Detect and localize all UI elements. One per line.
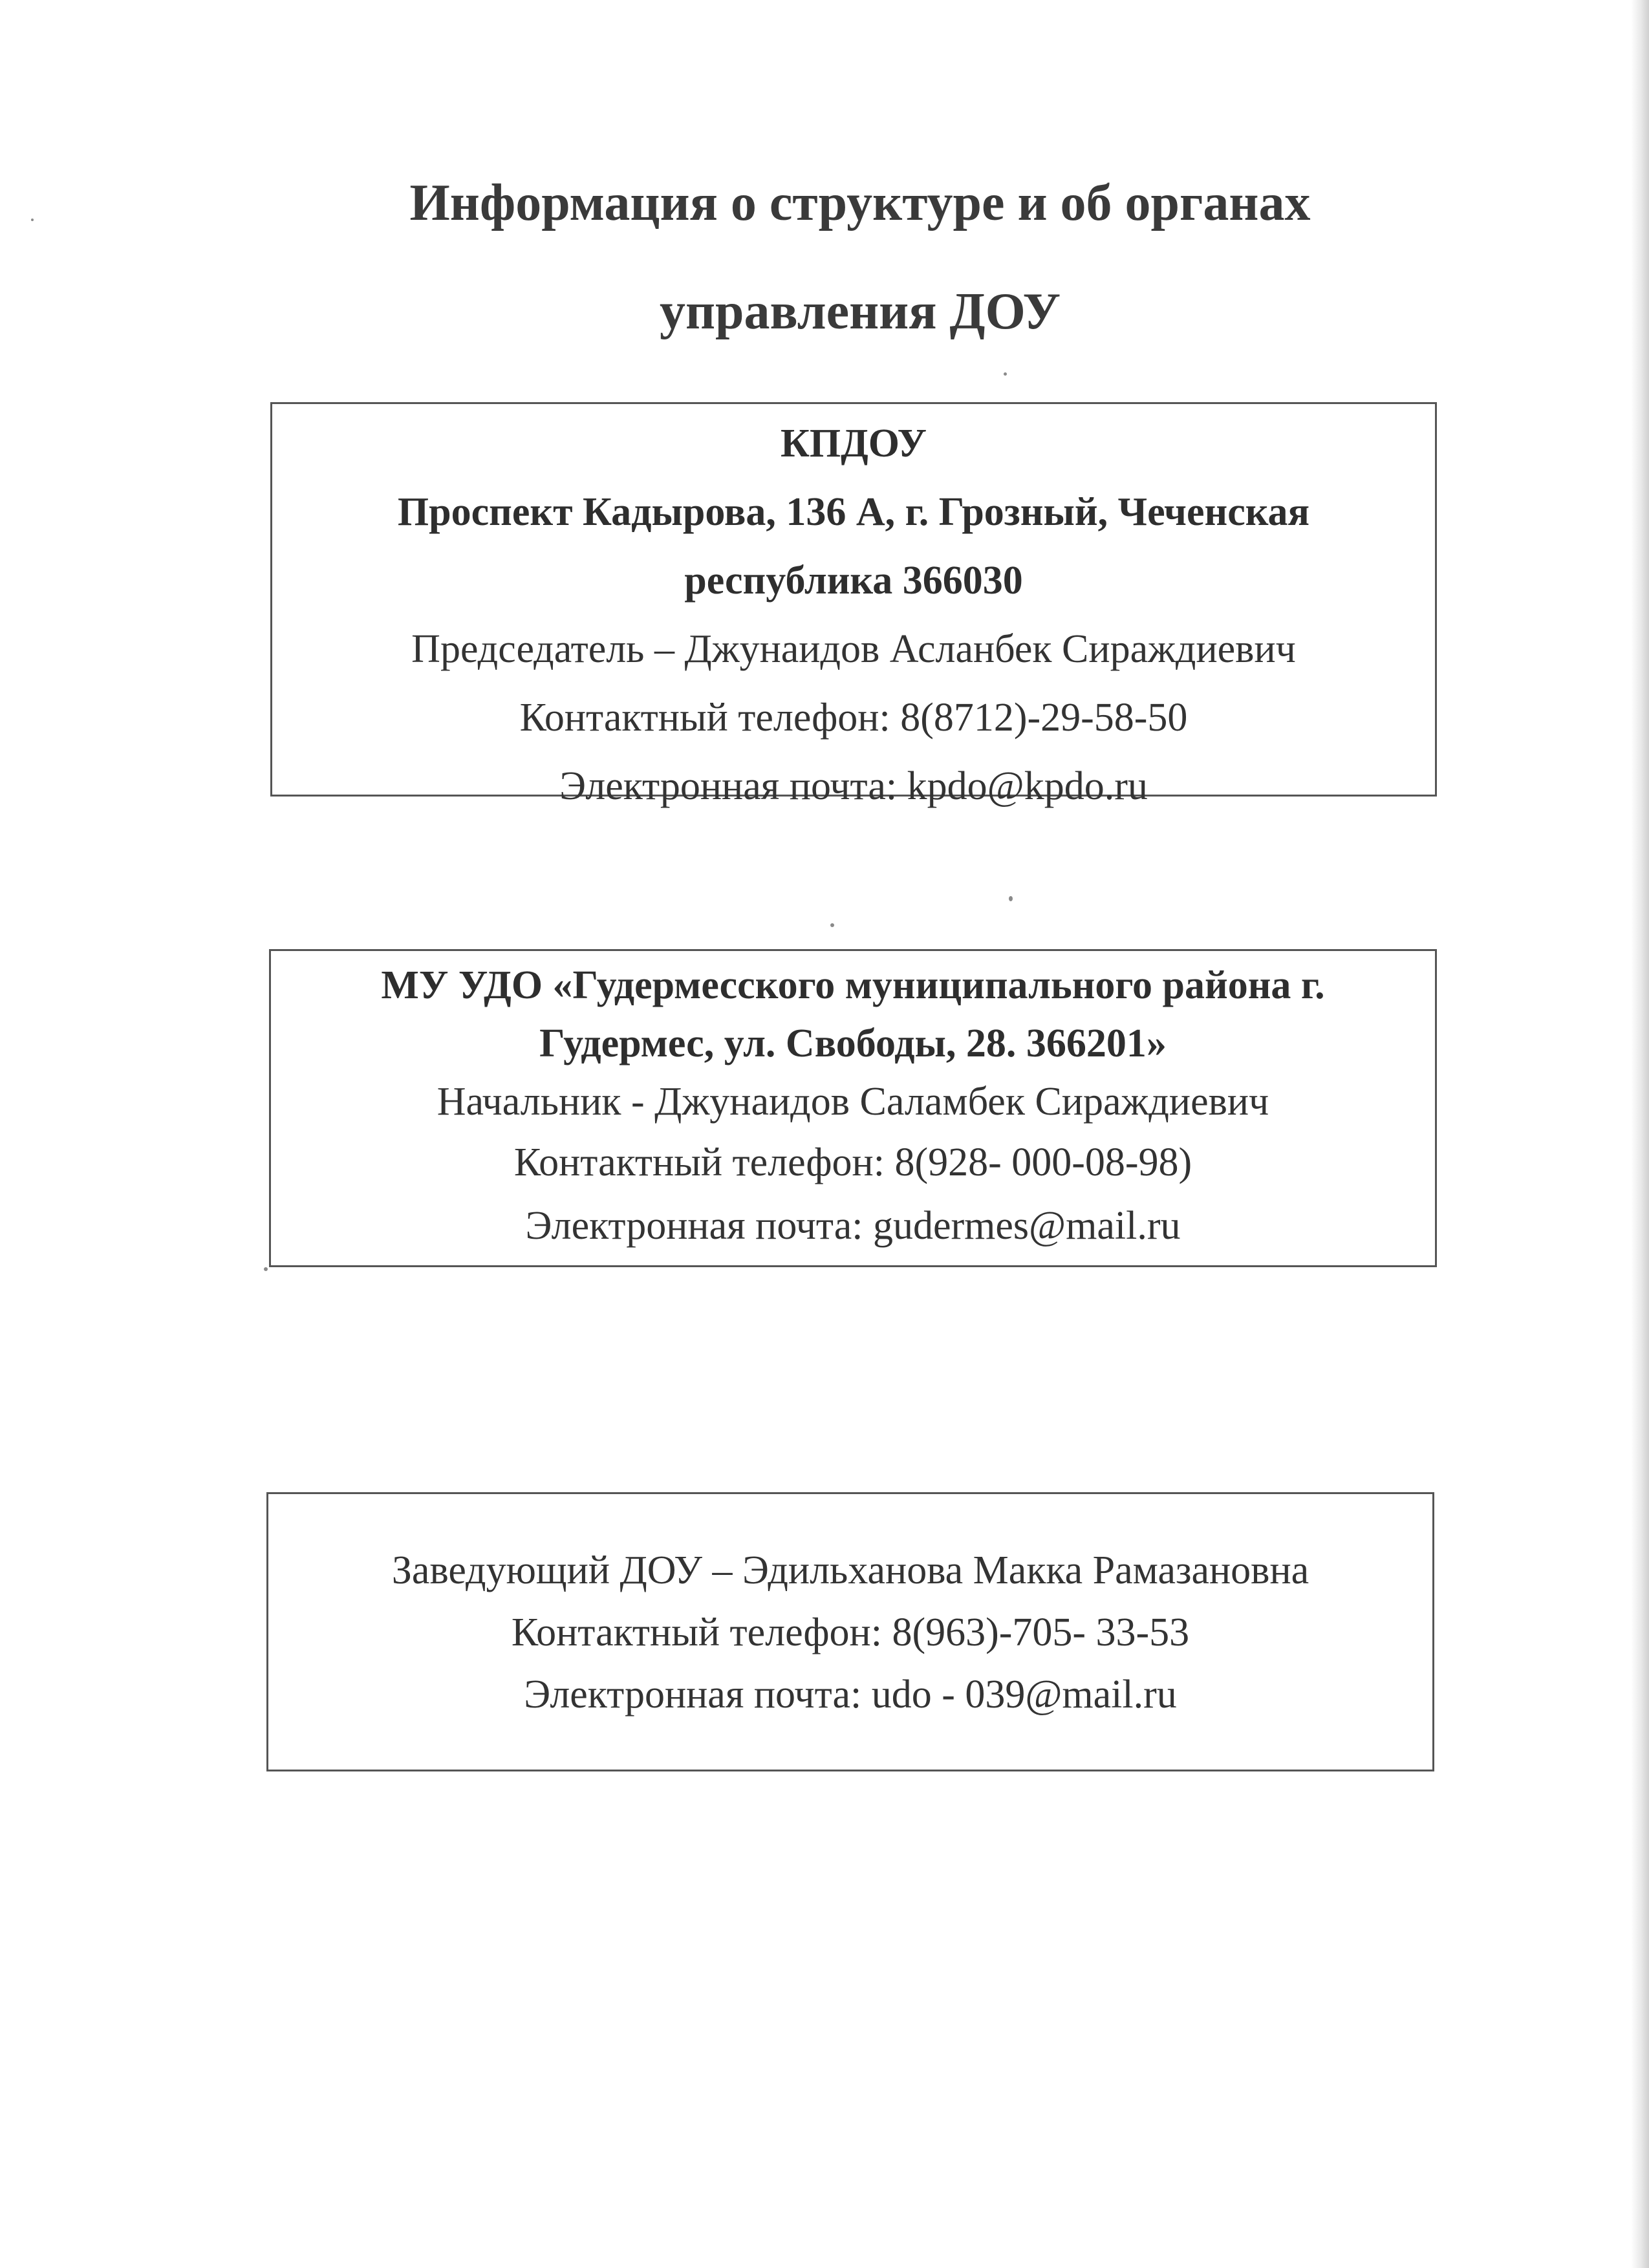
contact-block-mu-udo [269,949,1437,1267]
contact-phone: Контактный телефон: 8(8712)-29-58-50 [519,696,1188,740]
head-name: Заведующий ДОУ – Эдильханова Макка Рамазановна [391,1548,1310,1592]
head-name: Начальник - Джунаидов Саламбек Сираждиевич [436,1080,1269,1124]
org-name-line-1: МУ УДО «Гудермесского муниципального района г. [381,963,1325,1007]
contact-phone: Контактный телефон: 8(928- 000-08-98) [513,1140,1192,1184]
contact-phone: Контактный телефон: 8(963)-705- 33-53 [511,1610,1190,1654]
contact-block-dou-head [266,1492,1434,1771]
contact-email: Электронная почта: gudermes@mail.ru [525,1204,1181,1248]
page-title-line-2: управления ДОУ [659,283,1061,340]
contact-block-kpdou [270,402,1437,808]
org-name-line-2: Гудермес, ул. Свободы, 28. 366201» [539,1022,1167,1065]
scan-speck [31,219,34,221]
scan-speck [264,1267,268,1271]
page-title [0,149,1649,366]
scan-speck [1009,896,1013,901]
org-address-line-1: Проспект Кадырова, 136 А, г. Грозный, Чеченская [397,490,1310,534]
page-title-line-1: Информация о структуре и об органах [409,175,1311,231]
org-name: КПДОУ [780,422,927,465]
org-address-line-2: республика 366030 [684,559,1023,603]
scan-speck [830,923,834,927]
scan-speck [1004,372,1007,376]
head-name: Председатель – Джунаидов Асланбек Сираждиевич [411,627,1296,671]
contact-email: Электронная почта: kpdo@kpdo.ru [559,764,1148,808]
contact-email: Электронная почта: udo - 039@mail.ru [524,1673,1177,1717]
